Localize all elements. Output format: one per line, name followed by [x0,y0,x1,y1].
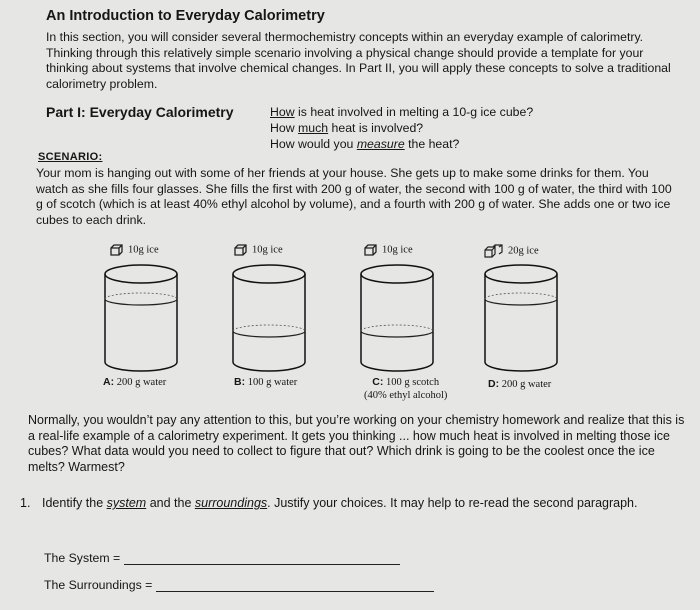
page-title: An Introduction to Everyday Calorimetry [46,8,325,24]
glass-c-note: (40% ethyl alcohol) [364,390,448,401]
glass-c-ice-label: 10g ice [364,244,413,256]
glass-d [482,262,560,378]
scenario-label: SCENARIO: [38,151,103,163]
ice-cube-icon [234,244,248,256]
glass-a-caption: A: 200 g water [103,376,167,388]
ice-cube-icon [110,244,124,256]
system-answer-line: The System = [44,551,400,565]
glass-b-ice-label: 10g ice [234,244,283,256]
glass-b [230,262,308,378]
normally-paragraph: Normally, you wouldn’t pay any attention to this, but you’re working on your chemistry homework and realize that this is a real-life example of a calorimetry experiment. It gets you thinking ... how much heat is involved in melting those ice cubes? What data would you need to collect to figure that out? Which drink is going to be the coolest once the ice melts? Warmest? [28,413,685,474]
glass-b-caption: B: 100 g water [234,376,298,388]
system-answer-blank[interactable] [124,552,400,565]
glass-a-ice-label: 10g ice [110,244,159,256]
part1-questions [270,104,533,152]
question-measure: How would you measure the heat? [270,137,460,151]
surroundings-term: surroundings [194,496,268,510]
question-1: 1. Identify the system and the surroundings. Justify your choices. It may help to re-read the second paragraph. [20,496,638,510]
ice-cube-icon [364,244,378,256]
surroundings-answer-line: The Surroundings = [44,578,434,592]
question-how: How is heat involved in melting a 10-g ice cube? [270,105,534,119]
scenario-paragraph: Your mom is hanging out with some of her friends at your house. She gets up to make some drinks for them. You watch as she fills four glasses. She fills the first with 200 g of water, the second with 100 g of water, the third with 100 g of scotch (which is at least 40% ethyl alcohol by volume), and a fourth with 200 g of water. She adds one or two ice cubes to each drink. [36,166,672,227]
surroundings-answer-blank[interactable] [156,579,434,592]
glass-c-caption: C: 100 g scotch (40% ethyl alcohol) [364,376,448,401]
glass-d-ice-label: 20g ice [484,244,539,258]
glass-a [102,262,180,378]
part1-heading: Part I: Everyday Calorimetry [46,104,234,120]
system-term: system [106,496,147,510]
two-ice-cubes-icon [484,244,504,258]
intro-paragraph: In this section, you will consider several thermochemistry concepts within an everyday example of calorimetry. Thinking through this relatively simple scenario involving a physical change should provide a template for your thinking about systems that involve chemical changes. In Part II, you will apply these concepts to solve a traditional calorimetry problem. [46,30,671,91]
glass-d-caption: D: 200 g water [488,378,552,390]
question-how-much: How much heat is involved? [270,121,424,135]
glass-c [358,262,436,378]
